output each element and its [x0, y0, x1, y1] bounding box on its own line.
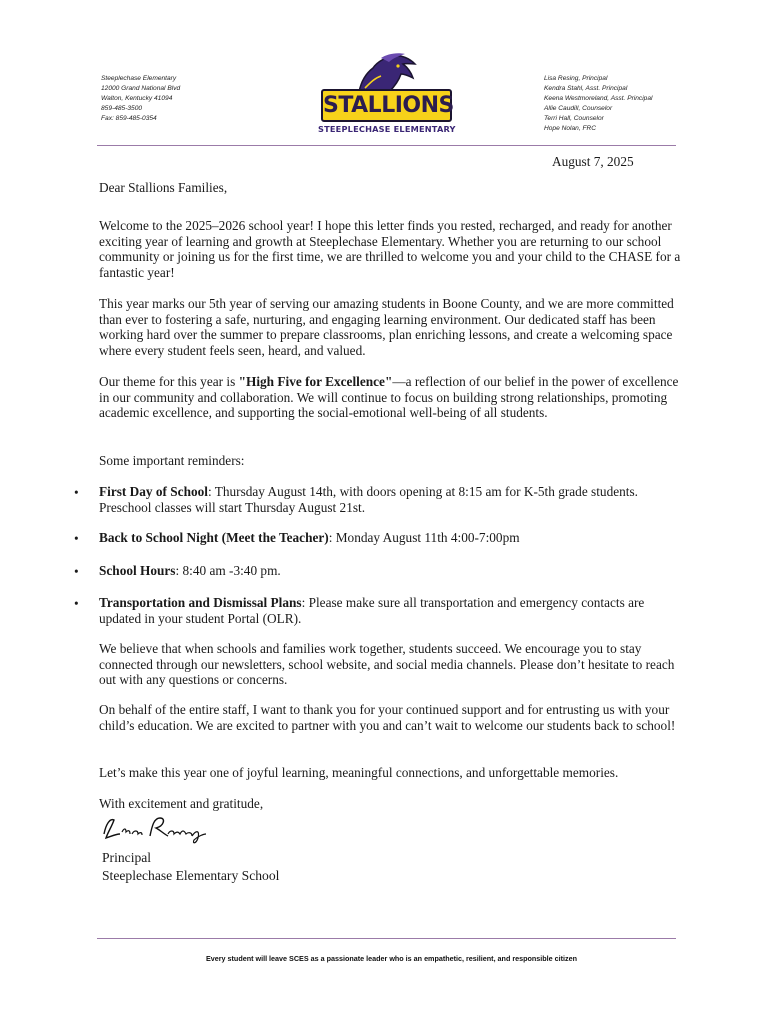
reminder-title: First Day of School — [99, 484, 208, 499]
school-phone: 859-485-3500 — [101, 105, 143, 112]
signature-image — [98, 812, 210, 846]
bullet-icon: • — [74, 531, 79, 546]
bullet-icon: • — [74, 485, 79, 500]
theme-lead: Our theme for this year is — [99, 374, 239, 389]
paragraph-welcome: Welcome to the 2025–2026 school year! I hope this letter finds you rested, recharged, and ready for another exciting year of learning and growth at Steeplechase Elementary. Whether you are returning to our school community or joining us for the first time, we are thrilled to welcome you and your child to the CHASE for a fantastic year! — [99, 218, 681, 280]
footer-divider — [97, 938, 676, 939]
reminder-title: School Hours — [99, 563, 176, 578]
paragraph-commitment: This year marks our 5th year of serving our amazing students in Boone County, and we are more committed than ever to fostering a safe, nurturing, and engaging learning environment. Our dedicated staff has been working hard over the summer to prepare classrooms, plan enriching lessons, and create a welcoming space where every student feels seen, heard, and valued. — [99, 296, 674, 358]
staff-counselor: Allie Caudill, Counselor — [544, 105, 613, 112]
signer-school: Steeplechase Elementary School — [102, 868, 280, 883]
staff-frc: Hope Nolan, FRC — [544, 125, 597, 132]
theme-rest: —a reflection of our belief in the power of excellence in our community and collaboration. We will continue to focus on building strong relationships, promoting academic excellence, and supporting the social-emotional well-being of all students. — [99, 374, 679, 421]
bullet-icon: • — [74, 596, 79, 611]
school-fax: Fax: 859-485-0354 — [101, 115, 157, 122]
staff-counselor: Terri Hall, Counselor — [544, 115, 604, 122]
reminder-transportation — [99, 595, 684, 626]
logo-subtitle: STEEPLECHASE ELEMENTARY — [318, 124, 456, 134]
footer-motto: Every student will leave SCES as a passionate leader who is an empathetic, resilient, and responsible citizen — [205, 954, 578, 963]
staff-asst-principal: Keena Westmoreland, Asst. Principal — [544, 95, 653, 102]
staff-list — [544, 74, 652, 134]
school-address: 12000 Grand National Blvd — [101, 85, 181, 92]
paragraph-thanks: On behalf of the entire staff, I want to thank you for your continued support and for entrusting us with your child’s education. We are excited to partner with you and can’t wait to welcome our students back to school! — [99, 702, 676, 733]
closing-phrase: With excitement and gratitude, — [99, 796, 264, 811]
paragraph-closing-wish: Let’s make this year one of joyful learning, meaningful connections, and unforgettable memories. — [99, 765, 619, 780]
reminder-text: : 8:40 am -3:40 pm. — [175, 563, 281, 578]
logo-wordmark: STALLIONS — [321, 89, 452, 122]
salutation: Dear Stallions Families, — [99, 180, 228, 195]
reminder-back-to-school — [99, 530, 684, 546]
paragraph-theme — [99, 374, 684, 421]
staff-principal: Lisa Resing, Principal — [544, 75, 608, 82]
header-divider — [97, 145, 676, 146]
paragraph-partnership: We believe that when schools and families work together, students succeed. We encourage you to stay connected through our newsletters, school website, and social media channels. Please don’t hesitate to reach out with any questions or concerns. — [99, 641, 675, 688]
reminder-text: : Monday August 11th 4:00-7:00pm — [328, 530, 520, 545]
bullet-icon: • — [74, 564, 79, 579]
reminder-text: : Please make sure all transportation and emergency contacts are updated in your student Portal (OLR). — [99, 595, 645, 626]
signer-title: Principal — [102, 850, 152, 865]
reminder-school-hours — [99, 563, 684, 579]
theme-title: "High Five for Excellence" — [238, 374, 393, 389]
stallions-logo — [318, 52, 454, 138]
school-city: Walton, Kentucky 41094 — [101, 95, 173, 102]
reminders-intro: Some important reminders: — [99, 453, 245, 468]
letter-date: August 7, 2025 — [552, 154, 634, 169]
staff-asst-principal: Kendra Stahl, Asst. Principal — [544, 85, 628, 92]
reminder-first-day — [99, 484, 684, 515]
reminder-title: Transportation and Dismissal Plans — [99, 595, 302, 610]
school-contact-block — [101, 74, 180, 124]
reminder-title: Back to School Night (Meet the Teacher) — [99, 530, 329, 545]
school-name: Steeplechase Elementary — [101, 75, 177, 82]
reminder-text: : Thursday August 14th, with doors opening at 8:15 am for K-5th grade students. Preschool classes will start Thursday August 21st. — [99, 484, 638, 515]
